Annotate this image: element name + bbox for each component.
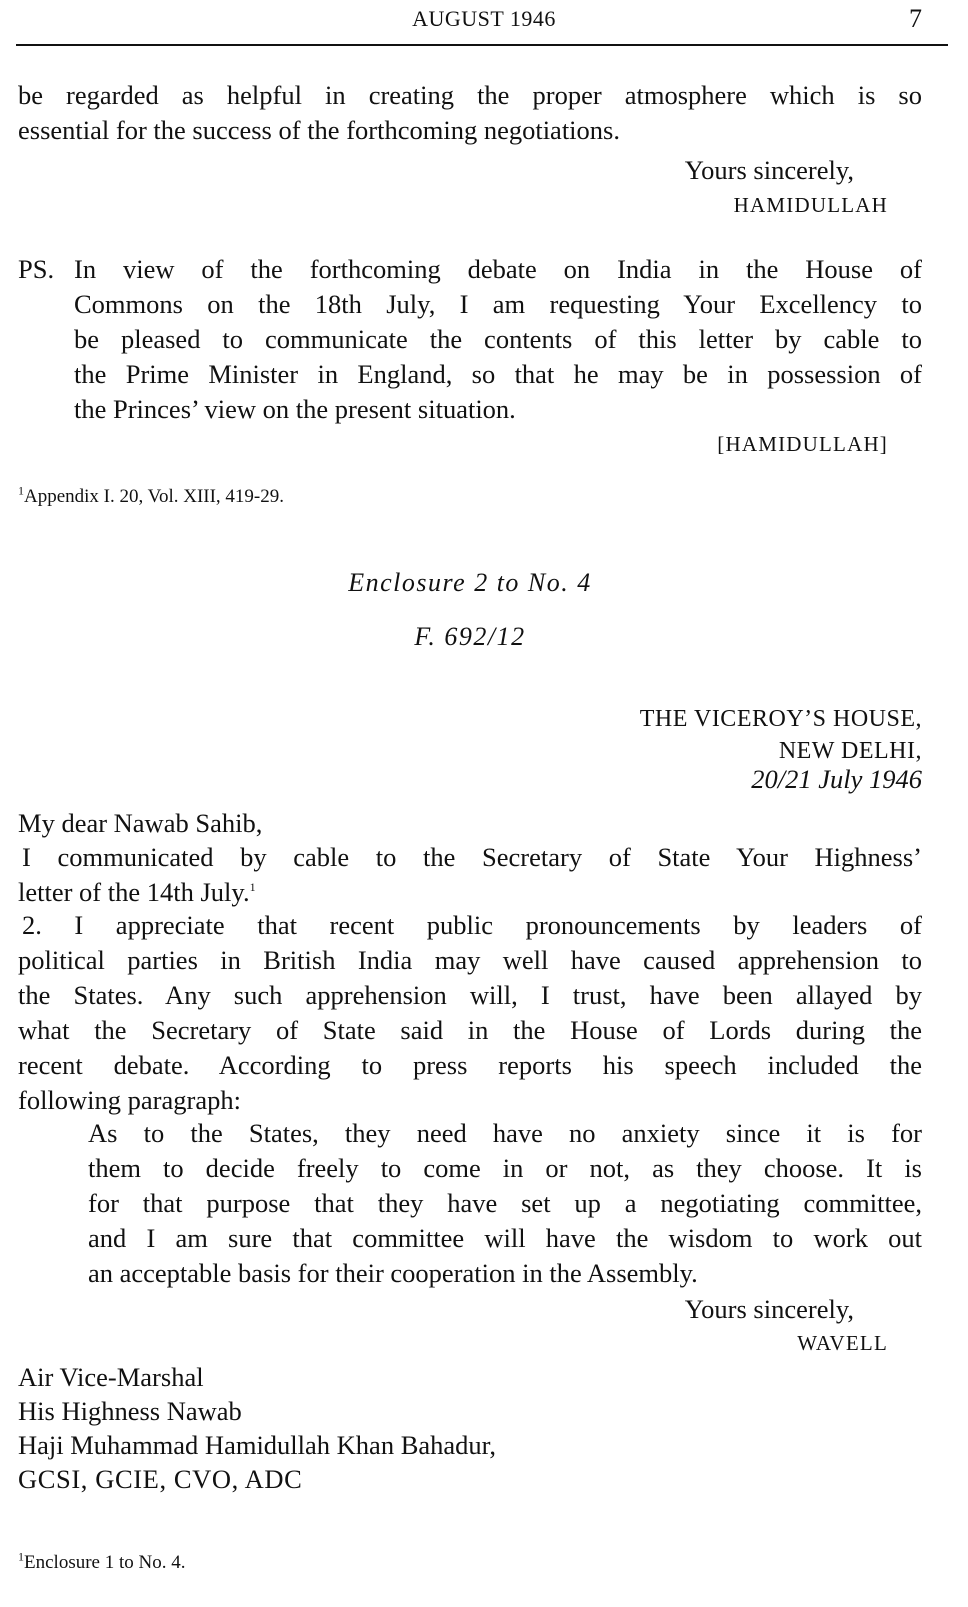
footnote xyxy=(18,483,284,508)
footnote xyxy=(18,1549,186,1574)
text-line: As to the States, they need have no anxiety since it is for xyxy=(88,1118,922,1148)
text-line: be pleased to communicate the contents of this letter by cable to xyxy=(74,324,922,354)
letter1-signature: HAMIDULLAH xyxy=(733,193,888,217)
header-rule xyxy=(16,44,948,46)
text-line: the States. Any such apprehension will, I trust, have been allayed by xyxy=(18,980,922,1010)
text-line: In view of the forthcoming debate on India in the House of xyxy=(74,254,922,284)
ps-paragraph xyxy=(74,252,922,427)
block-quote xyxy=(88,1116,922,1291)
text-line: essential for the success of the forthcoming negotiations. xyxy=(18,115,620,145)
text-line: an acceptable basis for their cooperation in the Assembly. xyxy=(88,1258,698,1288)
page-number: 7 xyxy=(909,4,922,33)
ps-label: PS. xyxy=(18,254,55,284)
recipient-line: Haji Muhammad Hamidullah Khan Bahadur, xyxy=(18,1430,497,1460)
letter2-valediction: Yours sincerely, xyxy=(684,1294,854,1324)
text-line: Commons on the 18th July, I am requesting Your Excellency to xyxy=(74,289,922,319)
footnote-text: Appendix I. 20, Vol. XIII, 419-29. xyxy=(24,486,284,507)
letter2-paragraph-2 xyxy=(18,908,922,1118)
text-line: political parties in British India may well have caused apprehension to xyxy=(18,945,922,975)
text-line: and I am sure that committee will have the wisdom to work out xyxy=(88,1223,922,1253)
salutation: My dear Nawab Sahib, xyxy=(18,808,263,838)
text-line xyxy=(18,875,922,910)
file-reference: F. 692/12 xyxy=(414,622,526,651)
recipient-line: His Highness Nawab xyxy=(18,1396,242,1426)
running-title: AUGUST 1946 xyxy=(412,6,556,31)
footnote-text: Enclosure 1 to No. 4. xyxy=(24,1552,186,1573)
letter-date: 20/21 July 1946 xyxy=(751,764,922,794)
text-line: them to decide freely to come in or not, as they choose. It is xyxy=(88,1153,922,1183)
recipient-line: Air Vice-Marshal xyxy=(18,1362,204,1392)
text-line: for that purpose that they have set up a negotiating committee, xyxy=(88,1188,922,1218)
letter2-signature: WAVELL xyxy=(797,1331,888,1355)
sender-address-line: THE VICEROY’S HOUSE, xyxy=(639,706,922,732)
enclosure-title: Enclosure 2 to No. 4 xyxy=(348,568,592,597)
text-line: following paragraph: xyxy=(18,1085,241,1115)
letter1-closing-paragraph xyxy=(18,78,922,148)
text-line: 2. I appreciate that recent public pronouncements by leaders of xyxy=(22,910,922,940)
letter1-valediction: Yours sincerely, xyxy=(684,155,854,185)
text-line: what the Secretary of State said in the House of Lords during the xyxy=(18,1015,922,1045)
footnote-marker: 1 xyxy=(18,483,24,498)
text-line: be regarded as helpful in creating the proper atmosphere which is so xyxy=(18,80,922,110)
letter2-paragraph-1 xyxy=(18,840,922,910)
recipient-address xyxy=(18,1360,496,1496)
text-line: the Princes’ view on the present situation. xyxy=(74,394,516,424)
footnote-reference: 1 xyxy=(249,880,256,895)
text-line: the Prime Minister in England, so that he may be in possession of xyxy=(74,359,922,389)
text-line: I communicated by cable to the Secretary of State Your Highness’ xyxy=(22,842,922,872)
recipient-line: GCSI, GCIE, CVO, ADC xyxy=(18,1464,303,1494)
footnote-marker: 1 xyxy=(18,1549,24,1564)
text-line: recent debate. According to press reports his speech included the xyxy=(18,1050,922,1080)
ps-signature: [HAMIDULLAH] xyxy=(717,432,888,456)
text-line-content: letter of the 14th July. xyxy=(18,877,250,907)
running-head xyxy=(0,6,968,36)
sender-address-line: NEW DELHI, xyxy=(778,738,922,764)
